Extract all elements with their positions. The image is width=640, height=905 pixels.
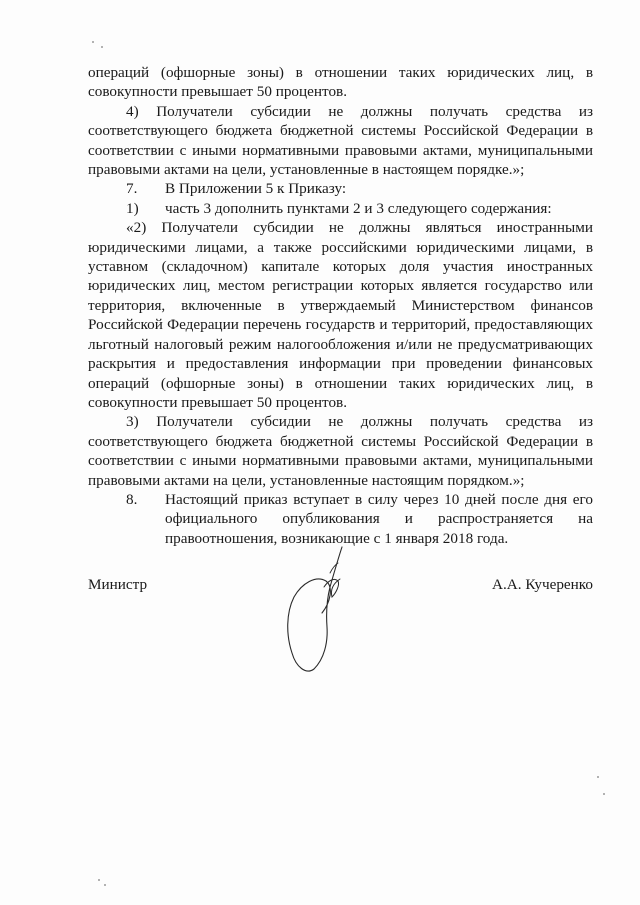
item-number: 1) (126, 199, 139, 217)
item-text: часть 3 дополнить пунктами 2 и 3 следующего содержания: (165, 199, 552, 217)
paragraph-quoted-2: «2) Получатели субсидии не должны являться иностранными юридическими лицами, а также российскими юридическими лицами, в уставном (складочном) капитале которых доля участия иностранных юридических лиц, местом регистрации которых является государство или территория, включенные в утверждаемый Министерством финансов Российской Федерации перечень государств и территорий, предоставляющих льготный налоговый режим налогообложения и/или не предусматривающих раскрытия и предоставления информации при проведении финансовых операций (офшорные зоны) в отношении таких юридических лиц, в совокупности превышает 50 процентов. (88, 219, 593, 411)
paragraph-item-4: 4) Получатели субсидии не должны получать средства из соответствующего бюджета бюджетной системы Российской Федерации в соответствии с иными нормативными правовыми актами, муниципальными правовыми актами на цели, установленные в настоящем порядке.»; (88, 102, 593, 179)
paragraph-item-8 (88, 490, 593, 548)
signer-name: А.А. Кучеренко (492, 576, 593, 593)
signer-title: Министр (88, 576, 148, 593)
scan-speck (101, 46, 103, 48)
item-text: Настоящий приказ вступает в силу через 10 дней после дня его официального опубликования и распространяется на правоотношения, возникающие с 1 января 2018 года. (165, 490, 593, 547)
scan-speck (98, 879, 100, 881)
scan-speck (603, 793, 605, 795)
paragraph-item-7 (88, 179, 593, 198)
document-body (88, 63, 593, 548)
paragraph-quoted-3: 3) Получатели субсидии не должны получать средства из соответствующего бюджета бюджетной системы Российской Федерации в соответствии с иными нормативными правовыми актами, муниципальными правовыми актами на цели, установленные настоящим порядком.»; (88, 413, 593, 489)
scan-speck (92, 41, 94, 43)
paragraph-subitem-1 (88, 199, 593, 218)
item-text: В Приложении 5 к Приказу: (165, 180, 347, 198)
item-number: 7. (126, 180, 138, 198)
item-number: 8. (126, 490, 138, 508)
handwritten-signature (272, 543, 354, 673)
scan-speck (597, 776, 599, 778)
scan-speck (104, 884, 106, 886)
paragraph-continuation: операций (офшорные зоны) в отношении таких юридических лиц, в совокупности превышает 50 процентов. (88, 64, 593, 101)
